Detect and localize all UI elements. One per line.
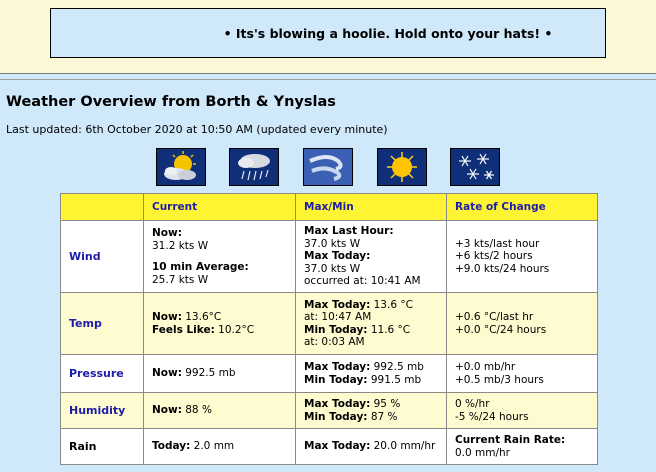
wind-maxtoday-value: 37.0 kts W (304, 262, 361, 275)
divider (0, 73, 656, 74)
pressure-maxmin-cell (296, 355, 447, 393)
temp-now-label: Now: (152, 311, 182, 323)
pressure-rate-2: +0.5 mb/3 hours (455, 373, 544, 386)
table-row-pressure (61, 355, 598, 393)
wind-rate-cell (447, 221, 598, 293)
divider (0, 79, 656, 80)
wind-rate-2: +6 kts/2 hours (455, 250, 533, 263)
temp-max-value: 13.6 °C (373, 298, 413, 311)
wind-avg-value: 25.7 kts W (152, 273, 209, 286)
rain-now-value: 2.0 mm (193, 440, 235, 453)
table-row-rain (61, 429, 598, 465)
page-title: Weather Overview from Borth & Ynyslas (6, 94, 336, 110)
temp-maxmin-cell (296, 293, 447, 355)
rain-maxmin-cell (296, 429, 447, 465)
rain-rate-cell (447, 429, 598, 465)
rain-cloud-icon (229, 148, 279, 186)
table-header-row (61, 194, 598, 221)
header-rate: Rate of Change (447, 194, 598, 221)
row-label-temp: Temp (61, 293, 144, 355)
humidity-max-label: Max Today: (304, 398, 371, 410)
row-label-pressure: Pressure (61, 355, 144, 393)
partly-cloudy-icon (156, 148, 206, 186)
humidity-rate-cell (447, 393, 598, 429)
humidity-now-value: 88 % (185, 404, 212, 417)
rain-now-label: Today: (152, 440, 191, 453)
humidity-rate-1: 0 %/hr (455, 398, 490, 410)
temp-current-cell (144, 293, 296, 355)
temp-now-value: 13.6°C (185, 311, 222, 323)
temp-min-time: at: 0:03 AM (304, 336, 365, 348)
temp-max-time: at: 10:47 AM (304, 311, 372, 323)
rain-rate-value: 0.0 mm/hr (455, 446, 511, 459)
pressure-rate-cell (447, 355, 598, 393)
wind-maxtoday-label: Max Today: (304, 250, 371, 263)
rain-current-cell (144, 429, 296, 465)
pressure-now-label: Now: (152, 367, 182, 380)
rain-rate-label: Current Rain Rate: (455, 434, 566, 446)
humidity-min-label: Min Today: (304, 410, 368, 423)
temp-min-label: Min Today: (304, 323, 368, 336)
pressure-rate-1: +0.0 mb/hr (455, 361, 516, 373)
wind-now-label: Now: (152, 227, 182, 239)
rain-max-value: 20.0 mm/hr (373, 440, 436, 453)
wind-icon (303, 148, 353, 186)
header-current: Current (144, 194, 296, 221)
sun-icon (377, 148, 427, 186)
table-row-temp (61, 293, 598, 355)
humidity-min-value: 87 % (370, 410, 398, 423)
wind-rate-3: +9.0 kts/24 hours (455, 262, 550, 275)
header-maxmin: Max/Min (296, 194, 447, 221)
wind-avg-label: 10 min Average: (152, 261, 249, 273)
pressure-min-value: 991.5 mb (370, 373, 422, 386)
temp-rate-2: +0.0 °C/24 hours (455, 323, 547, 336)
humidity-current-cell (144, 393, 296, 429)
temp-feels-label: Feels Like: (152, 323, 215, 336)
pressure-max-label: Max Today: (304, 361, 371, 373)
snowflake-icon (450, 148, 500, 186)
wind-now-value: 31.2 kts W (152, 239, 209, 252)
humidity-maxmin-cell (296, 393, 447, 429)
wind-maxhour-label: Max Last Hour: (304, 225, 394, 238)
humidity-max-value: 95 % (373, 398, 401, 410)
temp-min-value: 11.6 °C (370, 323, 411, 336)
weather-table (60, 193, 598, 465)
header-blank (61, 194, 144, 221)
wind-maxtoday-time: occurred at: 10:41 AM (304, 275, 421, 288)
alert-banner-text: • Its's blowing a hoolie. Hold onto your hats! • (223, 25, 553, 41)
humidity-rate-2: -5 %/24 hours (455, 410, 529, 423)
table-row-humidity (61, 393, 598, 429)
wind-maxmin-cell (296, 221, 447, 293)
temp-max-label: Max Today: (304, 298, 371, 311)
wind-maxhour-value: 37.0 kts W (304, 237, 361, 250)
pressure-current-cell (144, 355, 296, 393)
temp-feels-value: 10.2°C (218, 323, 255, 336)
wind-current-cell (144, 221, 296, 293)
row-label-humidity: Humidity (61, 393, 144, 429)
alert-banner (50, 8, 606, 58)
temp-rate-1: +0.6 °C/last hr (455, 311, 534, 323)
wind-rate-1: +3 kts/last hour (455, 237, 540, 250)
last-updated-text: Last updated: 6th October 2020 at 10:50 AM (updated every minute) (6, 123, 388, 136)
pressure-max-value: 992.5 mb (373, 361, 424, 373)
rain-max-label: Max Today: (304, 440, 371, 453)
temp-rate-cell (447, 293, 598, 355)
pressure-now-value: 992.5 mb (185, 367, 236, 380)
row-label-rain: Rain (61, 429, 144, 465)
pressure-min-label: Min Today: (304, 373, 368, 386)
humidity-now-label: Now: (152, 404, 182, 417)
table-row-wind (61, 221, 598, 293)
row-label-wind: Wind (61, 221, 144, 293)
